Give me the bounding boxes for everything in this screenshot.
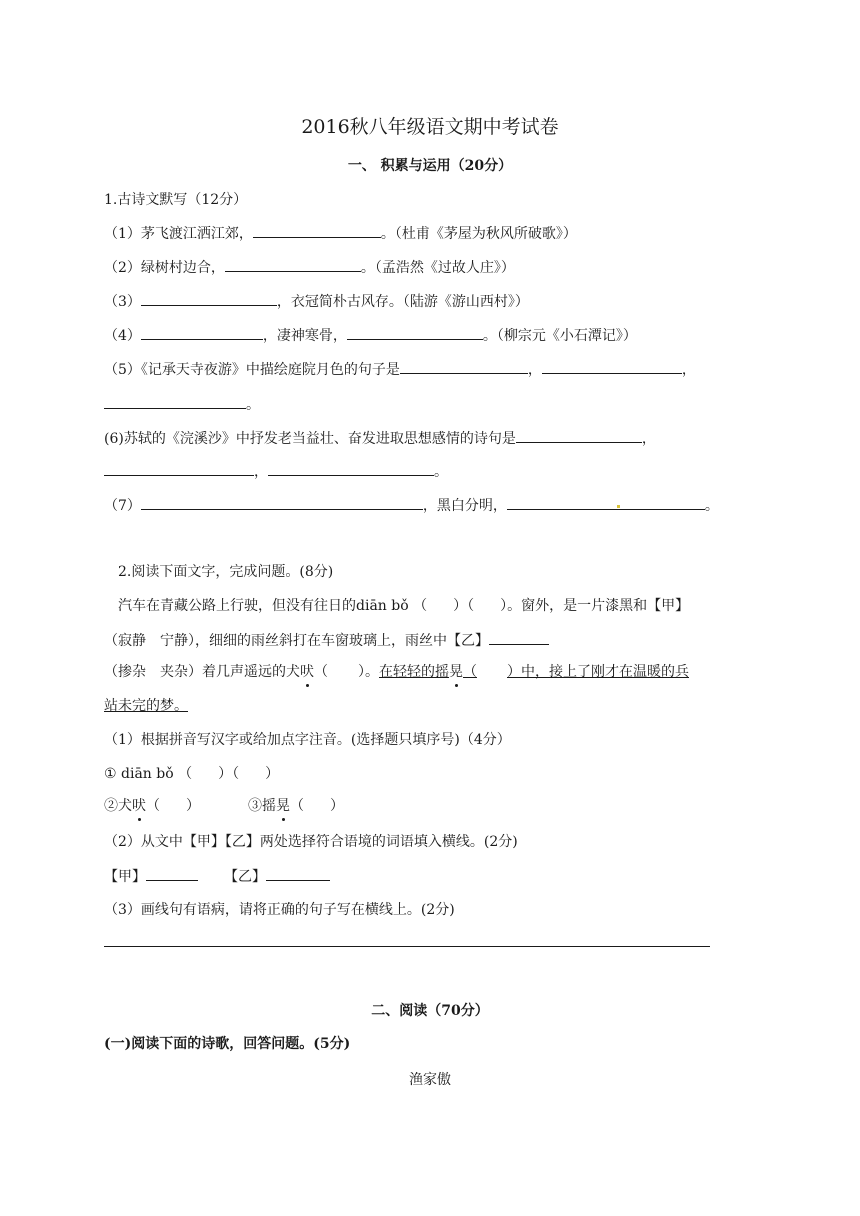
q1-line-3 bbox=[104, 291, 529, 312]
text: 。 bbox=[704, 498, 719, 514]
q2-sub-1: （1）根据拼音写汉字或给加点字注音。(选择题只填序号)（4分） bbox=[104, 732, 511, 748]
q1-line-5 bbox=[104, 359, 696, 380]
text: ）中，接上了刚才在温暖的兵 bbox=[507, 664, 689, 680]
answer-blank[interactable] bbox=[542, 359, 682, 374]
reading-sub-1: (一)阅读下面的诗歌，回答问题。(5分) bbox=[104, 1036, 351, 1052]
text: （3） bbox=[104, 294, 141, 310]
answer-blank[interactable] bbox=[516, 428, 642, 443]
text: 。 bbox=[246, 397, 260, 413]
q2-sub-3: （3）画线句有语病，请将正确的句子写在横线上。(2分) bbox=[104, 902, 455, 918]
answer-blank[interactable] bbox=[489, 630, 549, 645]
q1-line-4 bbox=[104, 325, 637, 346]
text: 。（孟浩然《过故人庄》） bbox=[360, 260, 515, 276]
text: ） bbox=[265, 766, 280, 782]
text: （5）《记承天寺夜游》中描绘庭院月色的句子是 bbox=[104, 362, 400, 378]
q1-line-7 bbox=[104, 495, 719, 516]
text: （2）绿树村边合， bbox=[104, 260, 225, 276]
text: （1）茅飞渡江洒江郊， bbox=[104, 226, 253, 242]
answer-blank[interactable] bbox=[507, 495, 705, 510]
q2-intro: 2.阅读下面文字，完成问题。(8分) bbox=[118, 564, 334, 580]
section-heading-2: 二、阅读（70分） bbox=[371, 1003, 489, 1019]
q2-sub-1-a bbox=[104, 764, 279, 784]
poem-title: 渔家傲 bbox=[409, 1072, 451, 1088]
text: ②犬 bbox=[104, 798, 132, 814]
answer-blank[interactable] bbox=[104, 394, 246, 409]
q1-line-2 bbox=[104, 257, 515, 278]
text: ③摇 bbox=[248, 798, 276, 814]
q2-passage-line-1 bbox=[118, 596, 689, 616]
text: ， bbox=[641, 431, 656, 447]
q1-line-6-cont bbox=[104, 461, 448, 482]
q2-passage-line-2 bbox=[104, 630, 549, 651]
text: (6)苏轼的《浣溪沙》中抒发老当益壮、奋发进取思想感情的诗句是 bbox=[104, 431, 516, 447]
text: ）（ bbox=[218, 766, 240, 782]
text: ， bbox=[527, 362, 542, 378]
q1-line-1 bbox=[104, 223, 577, 244]
text: （4） bbox=[104, 328, 141, 344]
answer-blank[interactable] bbox=[141, 495, 423, 510]
text: 【甲】 bbox=[104, 869, 146, 885]
text: 【乙】 bbox=[224, 869, 266, 885]
page-title: 2016秋八年级语文期中考试卷 bbox=[301, 116, 559, 138]
dotted-char: 吠 bbox=[132, 798, 146, 814]
text: ① diān bǒ （ bbox=[104, 766, 193, 782]
answer-blank[interactable] bbox=[253, 223, 381, 238]
text: ， bbox=[254, 464, 268, 480]
text: ）。 bbox=[358, 664, 379, 680]
text: ，黑白分明， bbox=[422, 498, 507, 514]
text: （寂静 宁静），细细的雨丝斜打在车窗玻璃上，雨丝中【乙】 bbox=[104, 633, 489, 649]
text: 。 bbox=[434, 464, 448, 480]
text: （ bbox=[463, 664, 477, 680]
answer-blank[interactable] bbox=[400, 359, 528, 374]
underlined-sentence bbox=[379, 664, 689, 680]
text: （ bbox=[146, 798, 160, 814]
text: ，凄神寒骨， bbox=[262, 328, 347, 344]
text: 。（柳宗元《小石潭记》） bbox=[482, 328, 637, 344]
q2-sub-2-answers bbox=[104, 866, 330, 887]
q2-passage-line-4: 站未完的梦。 bbox=[104, 698, 188, 714]
scan-speck bbox=[617, 505, 620, 508]
answer-blank[interactable] bbox=[141, 291, 277, 306]
q2-passage-line-3 bbox=[104, 662, 689, 682]
answer-blank[interactable] bbox=[146, 866, 198, 881]
q2-sub-1-b bbox=[104, 796, 200, 816]
text: ， bbox=[681, 362, 696, 378]
text: （7） bbox=[104, 498, 141, 514]
q2-sub-1-c bbox=[248, 796, 344, 816]
text: ） bbox=[186, 798, 200, 814]
answer-blank[interactable] bbox=[104, 461, 254, 476]
answer-blank[interactable] bbox=[347, 325, 483, 340]
dotted-char: 晃 bbox=[449, 664, 463, 680]
q1-intro: 1.古诗文默写（12分） bbox=[104, 192, 248, 208]
answer-blank[interactable] bbox=[141, 325, 263, 340]
text: （ bbox=[290, 798, 304, 814]
answer-blank[interactable] bbox=[268, 461, 434, 476]
dotted-char: 晃 bbox=[276, 798, 290, 814]
text: （掺杂 夹杂）着几声遥远的犬 bbox=[104, 664, 300, 680]
q1-line-6 bbox=[104, 428, 656, 449]
text: 。（杜甫《茅屋为秋风所破歌》） bbox=[380, 226, 577, 242]
text: ，衣冠简朴古风存。（陆游《游山西村》） bbox=[276, 294, 529, 310]
text: （ bbox=[314, 664, 328, 680]
answer-line[interactable] bbox=[104, 946, 710, 947]
text: ）（ bbox=[453, 598, 475, 614]
answer-blank[interactable] bbox=[225, 257, 361, 272]
answer-blank[interactable] bbox=[266, 866, 330, 881]
text: ） bbox=[330, 798, 344, 814]
q1-line-5-cont bbox=[104, 394, 260, 415]
section-heading-1: 一、 积累与运用（20分） bbox=[347, 158, 513, 174]
text: ）。窗外，是一片漆黑和【甲】 bbox=[500, 598, 690, 614]
text: 在轻轻的摇 bbox=[379, 664, 449, 680]
q2-sub-2: （2）从文中【甲】【乙】两处选择符合语境的词语填入横线。(2分) bbox=[104, 834, 518, 850]
text: 汽车在青藏公路上行驶，但没有往日的diān bǒ （ bbox=[118, 598, 428, 614]
dotted-char: 吠 bbox=[300, 664, 314, 680]
